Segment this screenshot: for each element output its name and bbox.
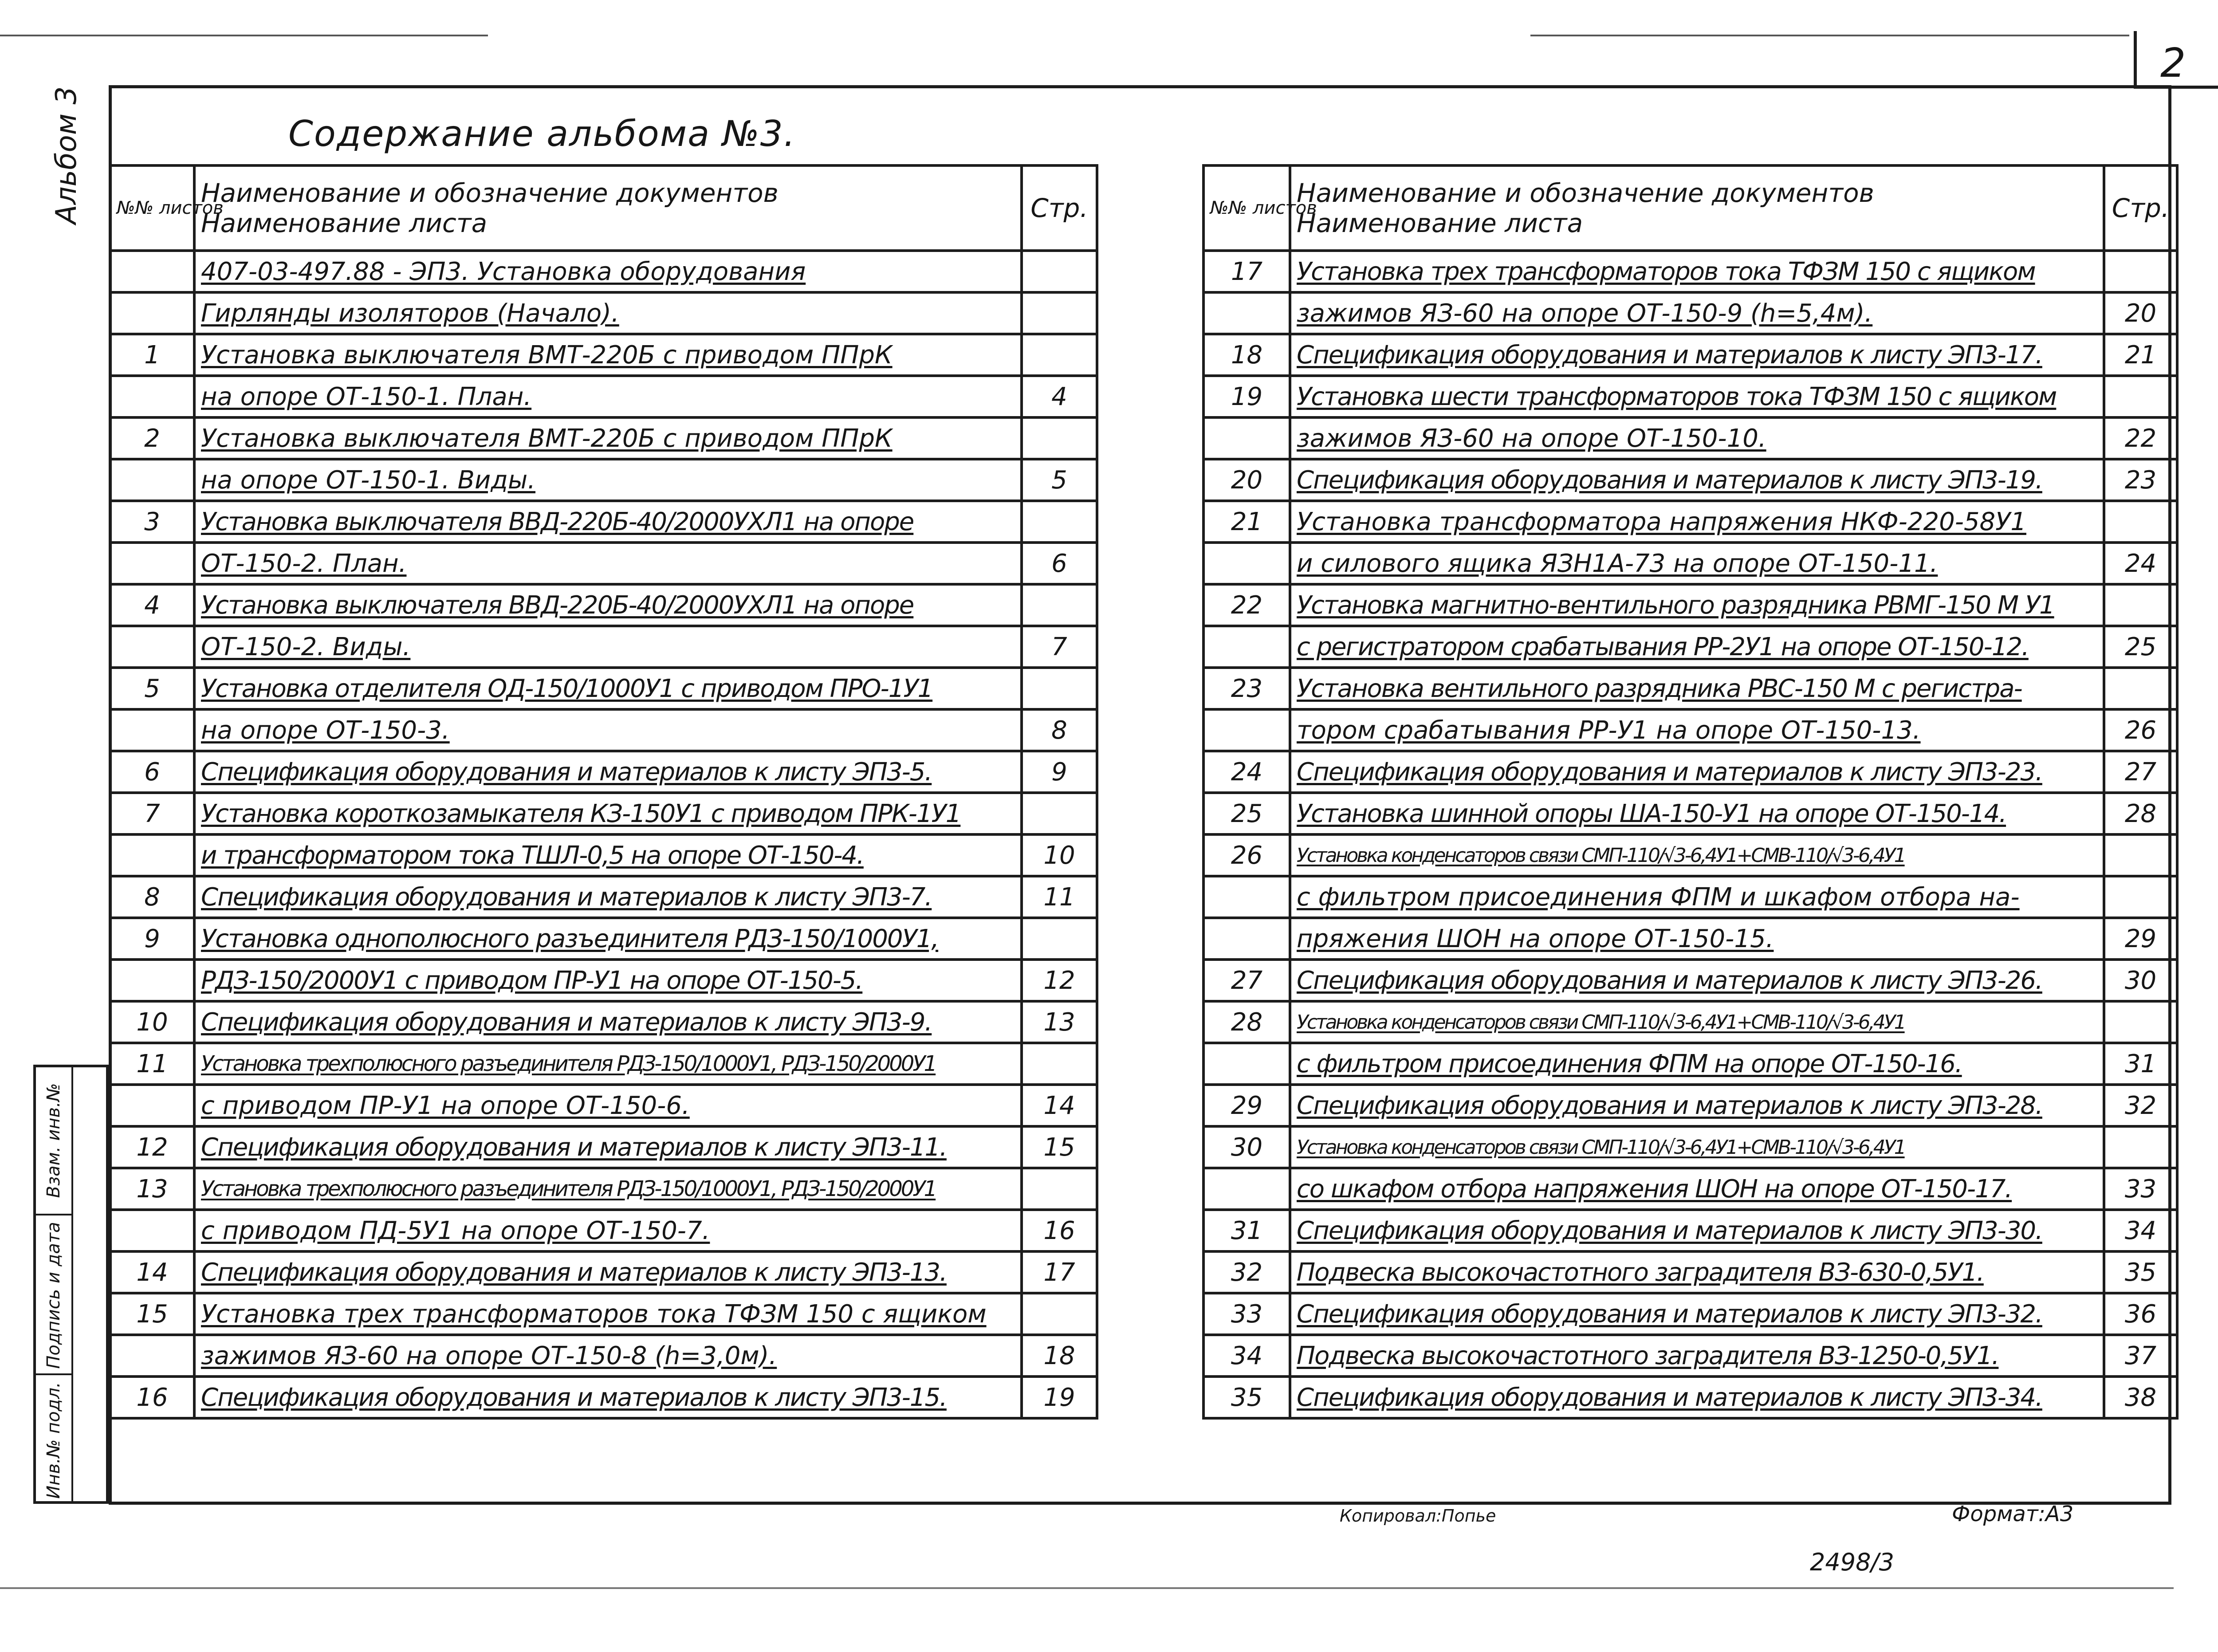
row-number: 34 (1203, 1335, 1290, 1377)
table-row (110, 1251, 1097, 1293)
row-name: Установка трех трансформаторов тока ТФЗМ 150 с ящиком (1290, 251, 2104, 292)
row-number: 29 (1203, 1085, 1290, 1126)
table-row (1203, 626, 2177, 668)
contents-table-right (1202, 164, 2179, 1420)
row-number (110, 376, 194, 417)
row-name: Спецификация оборудования и материалов к листу ЭП3-30. (1290, 1210, 2104, 1251)
row-name: на опоре ОТ-150-1. План. (194, 376, 1022, 417)
header-name-line2: Наименование листа (201, 208, 488, 238)
row-number (110, 834, 194, 876)
header-document-name (1290, 165, 2104, 251)
stamp-original-inventory-label: Инв.№ подл. (43, 1382, 64, 1499)
row-number (110, 1085, 194, 1126)
row-name: Спецификация оборудования и материалов к листу ЭП3-19. (1290, 459, 2104, 501)
row-number: 20 (1203, 459, 1290, 501)
row-name: ОТ-150-2. План. (194, 543, 1022, 584)
row-number: 4 (110, 584, 194, 626)
row-number: 9 (110, 918, 194, 960)
album-label-text: Альбом 3 (50, 86, 83, 224)
header-sheet-number: №№ листов (110, 165, 194, 251)
row-name: Установка трехполюсного разъединителя РДЗ-150/1000У1, РДЗ-150/2000У1 (194, 1168, 1022, 1210)
row-page: 4 (1022, 376, 1097, 417)
stamp-signature-date-label: Подпись и дата (43, 1222, 64, 1369)
stamp-replacement-label: Взам. инв.№ (43, 1083, 64, 1198)
table-row (1203, 417, 2177, 459)
side-stamp-cell (36, 1373, 71, 1506)
table-row (110, 1210, 1097, 1251)
row-name: Установка конденсаторов связи СМП-110/√3-6,4У1+СМВ-110/√3-6,4У1 (1290, 834, 2104, 876)
row-number (110, 709, 194, 751)
row-number: 14 (110, 1251, 194, 1293)
table-row (110, 960, 1097, 1001)
row-number: 28 (1203, 1001, 1290, 1043)
row-name: и трансформатором тока ТШЛ-0,5 на опоре ОТ-150-4. (194, 834, 1022, 876)
table-header-row (1203, 165, 2177, 251)
table-row (110, 1377, 1097, 1418)
table-row (1203, 834, 2177, 876)
row-page: 38 (2104, 1377, 2177, 1418)
row-number: 23 (1203, 668, 1290, 709)
row-page (1022, 584, 1097, 626)
header-name-line1: Наименование и обозначение документов (1297, 178, 1874, 208)
row-number: 13 (110, 1168, 194, 1210)
inventory-number: 2498/3 (1810, 1548, 1894, 1576)
bottom-scan-line (0, 1587, 2174, 1589)
table-row (110, 1085, 1097, 1126)
row-name: Подвеска высокочастотного заградителя ВЗ-630-0,5У1. (1290, 1251, 2104, 1293)
table-row (110, 626, 1097, 668)
row-number: 32 (1203, 1251, 1290, 1293)
row-name: Спецификация оборудования и материалов к листу ЭП3-23. (1290, 751, 2104, 793)
table-row (110, 543, 1097, 584)
row-number: 17 (1203, 251, 1290, 292)
table-row (1203, 1293, 2177, 1335)
side-stamp (33, 1065, 109, 1504)
row-number (1203, 709, 1290, 751)
table-row (1203, 292, 2177, 334)
table-row (110, 918, 1097, 960)
row-page (1022, 1293, 1097, 1335)
row-page: 37 (2104, 1335, 2177, 1377)
row-number: 12 (110, 1126, 194, 1168)
row-name: зажимов ЯЗ-60 на опоре ОТ-150-8 (h=3,0м). (194, 1335, 1022, 1377)
row-page (2104, 1001, 2177, 1043)
row-page: 23 (2104, 459, 2177, 501)
row-name: Спецификация оборудования и материалов к листу ЭП3-5. (194, 751, 1022, 793)
row-number: 10 (110, 1001, 194, 1043)
row-page: 25 (2104, 626, 2177, 668)
row-page: 16 (1022, 1210, 1097, 1251)
table-row (110, 1293, 1097, 1335)
top-scan-line (0, 35, 488, 36)
row-page (2104, 834, 2177, 876)
row-page: 10 (1022, 834, 1097, 876)
side-stamp-cell (36, 1214, 71, 1375)
row-number: 25 (1203, 793, 1290, 834)
row-name: на опоре ОТ-150-3. (194, 709, 1022, 751)
table-row (1203, 1043, 2177, 1085)
row-name: и силового ящика ЯЗН1А-73 на опоре ОТ-150-11. (1290, 543, 2104, 584)
row-name: Спецификация оборудования и материалов к листу ЭП3-9. (194, 1001, 1022, 1043)
row-name: Гирлянды изоляторов (Начало). (194, 292, 1022, 334)
row-name: Спецификация оборудования и материалов к листу ЭП3-15. (194, 1377, 1022, 1418)
row-name: Спецификация оборудования и материалов к листу ЭП3-17. (1290, 334, 2104, 376)
copied-by-label: Копировал:Попье (1340, 1506, 1496, 1526)
row-page: 34 (2104, 1210, 2177, 1251)
row-page: 12 (1022, 960, 1097, 1001)
row-name: Установка трех трансформаторов тока ТФЗМ 150 с ящиком (194, 1293, 1022, 1335)
row-name: Спецификация оборудования и материалов к листу ЭП3-32. (1290, 1293, 2104, 1335)
table-row (1203, 709, 2177, 751)
row-name: зажимов ЯЗ-60 на опоре ОТ-150-9 (h=5,4м). (1290, 292, 2104, 334)
table-row (1203, 1085, 2177, 1126)
row-name: Установка шести трансформаторов тока ТФЗМ 150 с ящиком (1290, 376, 2104, 417)
table-row (110, 1335, 1097, 1377)
row-number: 19 (1203, 376, 1290, 417)
table-row (110, 1043, 1097, 1085)
table-row (110, 1001, 1097, 1043)
row-name: Установка трехполюсного разъединителя РДЗ-150/1000У1, РДЗ-150/2000У1 (194, 1043, 1022, 1085)
row-name: Спецификация оборудования и материалов к листу ЭП3-26. (1290, 960, 2104, 1001)
row-name: на опоре ОТ-150-1. Виды. (194, 459, 1022, 501)
row-number (110, 543, 194, 584)
row-name: Спецификация оборудования и материалов к листу ЭП3-34. (1290, 1377, 2104, 1418)
row-number: 16 (110, 1377, 194, 1418)
row-number: 3 (110, 501, 194, 543)
table-row (1203, 668, 2177, 709)
table-row (1203, 751, 2177, 793)
row-page: 32 (2104, 1085, 2177, 1126)
row-page: 7 (1022, 626, 1097, 668)
row-number (110, 1335, 194, 1377)
table-row (1203, 376, 2177, 417)
row-name: зажимов ЯЗ-60 на опоре ОТ-150-10. (1290, 417, 2104, 459)
table-row (1203, 1210, 2177, 1251)
table-row (110, 334, 1097, 376)
row-page (2104, 584, 2177, 626)
row-name: со шкафом отбора напряжения ШОН на опоре ОТ-150-17. (1290, 1168, 2104, 1210)
table-row (1203, 334, 2177, 376)
row-name: с приводом ПД-5У1 на опоре ОТ-150-7. (194, 1210, 1022, 1251)
row-page: 9 (1022, 751, 1097, 793)
row-page: 33 (2104, 1168, 2177, 1210)
table-row (1203, 584, 2177, 626)
row-number: 8 (110, 876, 194, 918)
row-name: с приводом ПР-У1 на опоре ОТ-150-6. (194, 1085, 1022, 1126)
row-name: Спецификация оборудования и материалов к листу ЭП3-7. (194, 876, 1022, 918)
table-row (110, 417, 1097, 459)
row-number: 6 (110, 751, 194, 793)
header-sheet-number: №№ листов (1203, 165, 1290, 251)
row-name: Установка вентильного разрядника РВС-150 М с регистра- (1290, 668, 2104, 709)
row-number: 35 (1203, 1377, 1290, 1418)
row-number (1203, 918, 1290, 960)
row-page: 18 (1022, 1335, 1097, 1377)
row-name: Спецификация оборудования и материалов к листу ЭП3-13. (194, 1251, 1022, 1293)
row-number (1203, 292, 1290, 334)
row-number (110, 459, 194, 501)
table-row (110, 584, 1097, 626)
row-page (1022, 334, 1097, 376)
table-row (110, 251, 1097, 292)
row-name: ОТ-150-2. Виды. (194, 626, 1022, 668)
row-name: 407-03-497.88 - ЭП3. Установка оборудования (194, 251, 1022, 292)
row-page: 17 (1022, 1251, 1097, 1293)
row-name: Подвеска высокочастотного заградителя ВЗ-1250-0,5У1. (1290, 1335, 2104, 1377)
page-number: 2 (2160, 40, 2186, 87)
table-row (110, 459, 1097, 501)
table-row (110, 292, 1097, 334)
row-name: Установка выключателя ВВД-220Б-40/2000УХЛ1 на опоре (194, 584, 1022, 626)
row-name: РДЗ-150/2000У1 с приводом ПР-У1 на опоре ОТ-150-5. (194, 960, 1022, 1001)
row-page (1022, 668, 1097, 709)
row-page: 14 (1022, 1085, 1097, 1126)
header-page: Стр. (2104, 165, 2177, 251)
row-name: Установка конденсаторов связи СМП-110/√3-6,4У1+СМВ-110/√3-6,4У1 (1290, 1001, 2104, 1043)
row-number (1203, 1043, 1290, 1085)
row-name: Установка трансформатора напряжения НКФ-220-58У1 (1290, 501, 2104, 543)
row-name: Установка выключателя ВМТ-220Б с приводом ППрК (194, 334, 1022, 376)
header-name-line1: Наименование и обозначение документов (201, 178, 779, 208)
table-row (1203, 918, 2177, 960)
row-number: 24 (1203, 751, 1290, 793)
row-number: 11 (110, 1043, 194, 1085)
row-page (1022, 292, 1097, 334)
row-number (110, 1210, 194, 1251)
row-name: Спецификация оборудования и материалов к листу ЭП3-28. (1290, 1085, 2104, 1126)
row-page (1022, 251, 1097, 292)
table-row (1203, 1168, 2177, 1210)
row-number (1203, 543, 1290, 584)
row-page: 31 (2104, 1043, 2177, 1085)
row-page: 22 (2104, 417, 2177, 459)
row-number: 22 (1203, 584, 1290, 626)
row-name: с регистратором срабатывания РР-2У1 на опоре ОТ-150-12. (1290, 626, 2104, 668)
row-number (1203, 626, 1290, 668)
header-name-line2: Наименование листа (1297, 208, 1583, 238)
row-page: 30 (2104, 960, 2177, 1001)
row-page (1022, 1168, 1097, 1210)
row-number (1203, 1168, 1290, 1210)
table-row (1203, 1335, 2177, 1377)
row-name: Установка конденсаторов связи СМП-110/√3-6,4У1+СМВ-110/√3-6,4У1 (1290, 1126, 2104, 1168)
album-title: Содержание альбома №3. (288, 113, 796, 154)
table-row (110, 751, 1097, 793)
top-scan-line (1530, 35, 2129, 36)
row-number: 21 (1203, 501, 1290, 543)
row-name: Установка однополюсного разъединителя РДЗ-150/1000У1, (194, 918, 1022, 960)
table-row (1203, 1126, 2177, 1168)
contents-table-left (109, 164, 1098, 1420)
row-name: пряжения ШОН на опоре ОТ-150-15. (1290, 918, 2104, 960)
row-page: 27 (2104, 751, 2177, 793)
table-row (110, 834, 1097, 876)
table-row (1203, 1001, 2177, 1043)
row-number: 26 (1203, 834, 1290, 876)
row-name: с фильтром присоединения ФПМ на опоре ОТ-150-16. (1290, 1043, 2104, 1085)
row-number: 2 (110, 417, 194, 459)
row-page: 13 (1022, 1001, 1097, 1043)
row-page: 21 (2104, 334, 2177, 376)
row-page (1022, 417, 1097, 459)
row-number: 30 (1203, 1126, 1290, 1168)
table-row (1203, 1377, 2177, 1418)
row-number: 5 (110, 668, 194, 709)
row-name: Установка магнитно-вентильного разрядника РВМГ-150 М У1 (1290, 584, 2104, 626)
row-number: 1 (110, 334, 194, 376)
row-page: 5 (1022, 459, 1097, 501)
row-number (110, 292, 194, 334)
row-page (2104, 668, 2177, 709)
row-number (110, 626, 194, 668)
row-page (1022, 918, 1097, 960)
row-number: 31 (1203, 1210, 1290, 1251)
row-page: 36 (2104, 1293, 2177, 1335)
table-row (110, 501, 1097, 543)
table-row (1203, 543, 2177, 584)
row-page: 15 (1022, 1126, 1097, 1168)
row-page: 6 (1022, 543, 1097, 584)
row-number (1203, 876, 1290, 918)
table-row (1203, 501, 2177, 543)
table-row (1203, 1251, 2177, 1293)
row-number (1203, 417, 1290, 459)
row-page (2104, 1126, 2177, 1168)
row-name: Установка отделителя ОД-150/1000У1 с приводом ПРО-1У1 (194, 668, 1022, 709)
table-row (110, 876, 1097, 918)
row-page (2104, 876, 2177, 918)
row-name: тором срабатывания РР-У1 на опоре ОТ-150-13. (1290, 709, 2104, 751)
row-page (1022, 1043, 1097, 1085)
row-name: Установка короткозамыкателя КЗ-150У1 с приводом ПРК-1У1 (194, 793, 1022, 834)
format-label: Формат:А3 (1952, 1502, 2074, 1526)
table-header-row (110, 165, 1097, 251)
row-name: Установка шинной опоры ША-150-У1 на опоре ОТ-150-14. (1290, 793, 2104, 834)
row-page: 24 (2104, 543, 2177, 584)
table-row (110, 793, 1097, 834)
row-page: 28 (2104, 793, 2177, 834)
row-page: 8 (1022, 709, 1097, 751)
row-number: 7 (110, 793, 194, 834)
row-page (2104, 376, 2177, 417)
row-number: 27 (1203, 960, 1290, 1001)
row-page: 19 (1022, 1377, 1097, 1418)
table-row (110, 668, 1097, 709)
row-page: 20 (2104, 292, 2177, 334)
row-page (2104, 251, 2177, 292)
table-row (110, 709, 1097, 751)
row-number: 33 (1203, 1293, 1290, 1335)
table-row (110, 1168, 1097, 1210)
table-row (110, 376, 1097, 417)
header-document-name (194, 165, 1022, 251)
row-number: 15 (110, 1293, 194, 1335)
row-page: 29 (2104, 918, 2177, 960)
table-row (1203, 876, 2177, 918)
table-row (1203, 793, 2177, 834)
side-stamp-cell (36, 1067, 71, 1214)
row-page: 26 (2104, 709, 2177, 751)
row-number: 18 (1203, 334, 1290, 376)
row-name: Установка выключателя ВМТ-220Б с приводом ППрК (194, 417, 1022, 459)
row-page (1022, 501, 1097, 543)
row-page: 11 (1022, 876, 1097, 918)
row-name: Спецификация оборудования и материалов к листу ЭП3-11. (194, 1126, 1022, 1168)
table-row (1203, 251, 2177, 292)
table-row (1203, 960, 2177, 1001)
table-row (1203, 459, 2177, 501)
row-page (1022, 793, 1097, 834)
table-row (110, 1126, 1097, 1168)
side-stamp-divider (71, 1067, 73, 1501)
row-page: 35 (2104, 1251, 2177, 1293)
row-name: Установка выключателя ВВД-220Б-40/2000УХЛ1 на опоре (194, 501, 1022, 543)
row-name: с фильтром присоединения ФПМ и шкафом отбора на- (1290, 876, 2104, 918)
row-page (2104, 501, 2177, 543)
row-number (110, 251, 194, 292)
row-number (110, 960, 194, 1001)
header-page: Стр. (1022, 165, 1097, 251)
